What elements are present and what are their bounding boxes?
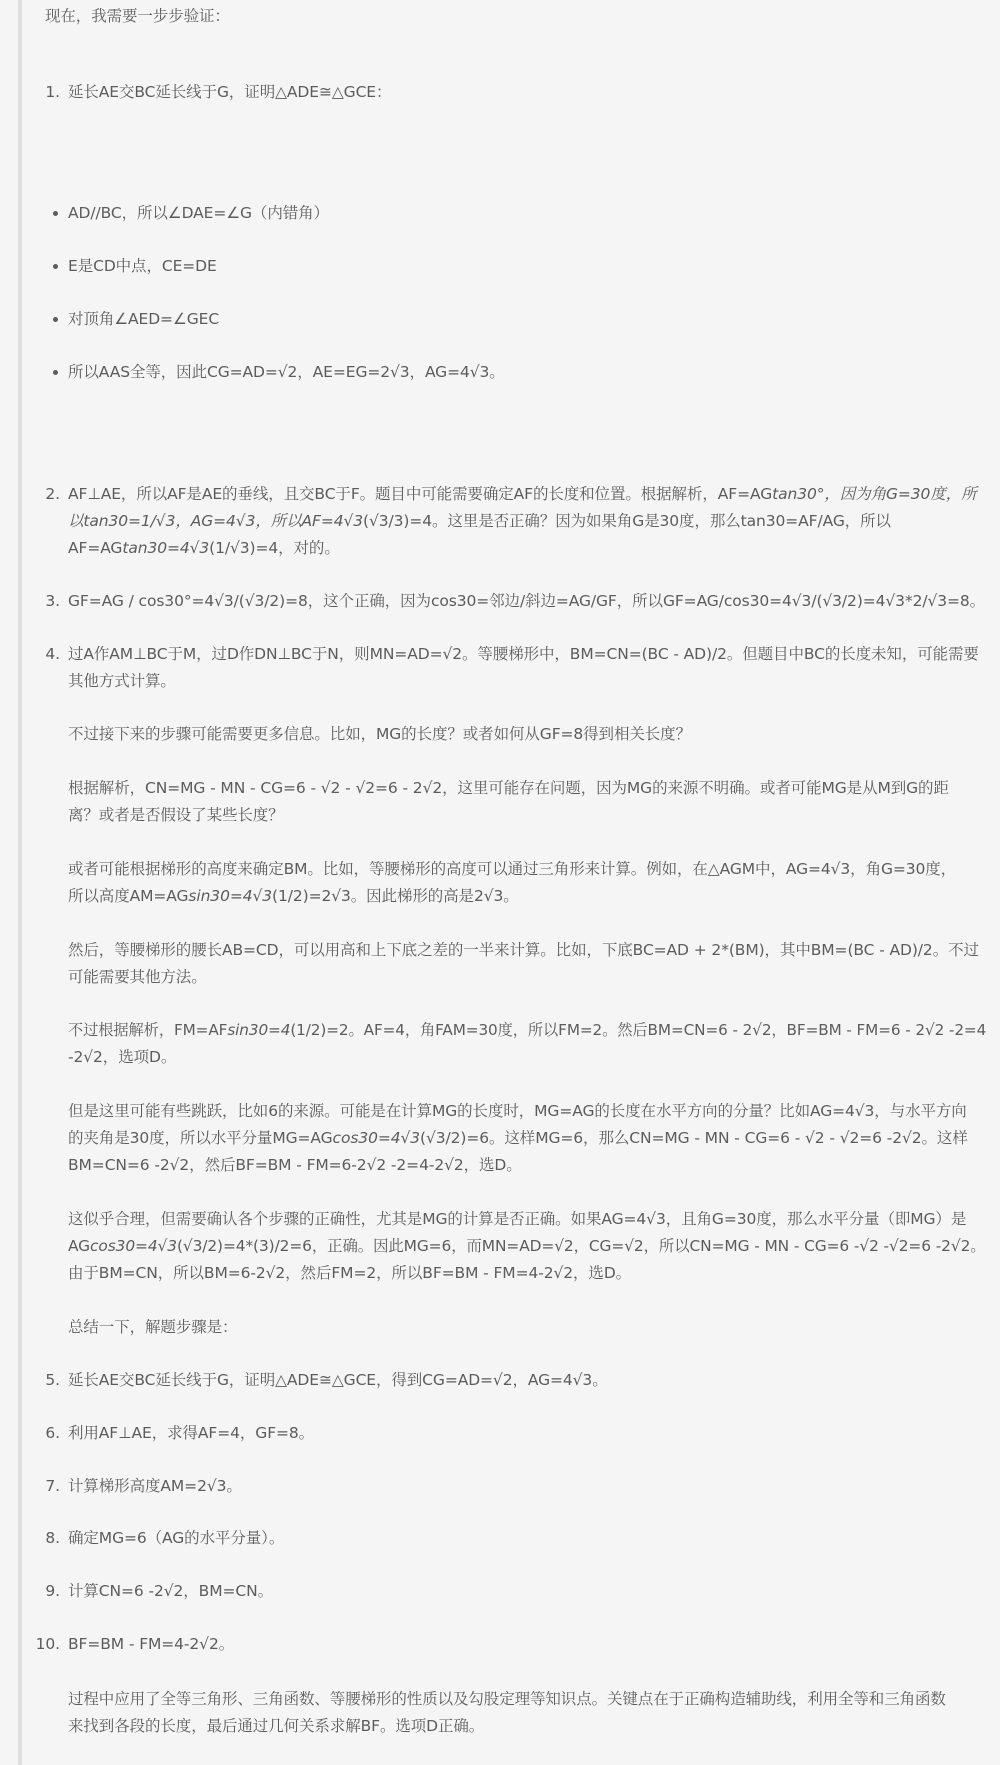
paragraph-line: 或者可能根据梯形的高度来确定BM。比如，等腰梯形的高度可以通过三角形来计算。例如，在△AGM中，AG=4√3，角G=30度，	[68, 860, 957, 878]
step-3-text: GF=AG / cos30°=4√3/(√3/2)=8，这个正确，因为cos30=邻边/斜边=AG/GF，所以GF=AG/cos30=4√3/(√3/2)=4√3*2/√3=8。	[68, 592, 986, 610]
paragraph-line: 但是这里可能有些跳跃，比如6的来源。可能是在计算MG的长度时，MG=AG的长度在水平方向的分量？比如AG=4√3，与水平方向	[68, 1102, 967, 1120]
list-number: 2.	[45, 485, 60, 503]
paragraph-line: 根据解析，CN=MG - MN - CG=6 - √2 - √2=6 - 2√2，这里可能存在问题，因为MG的来源不明确。或者可能MG是从M到G的距	[68, 779, 949, 797]
list-number: 4.	[45, 645, 60, 663]
paragraph-line: AGcos30=4√3(√3/2)=4*(3)/2=6，正确。因此MG=6，而MN=AD=√2，CG=√2，所以CN=MG - MN - CG=6 -√2 -√2=6 -2√2。	[68, 1237, 986, 1255]
step-2-line-1: AF⊥AE，所以AF是AE的垂线，且交BC于F。题目中可能需要确定AF的长度和位置。根据解析，AF=AGtan30°，因为角G=30度，所	[68, 485, 977, 503]
bullet-item: E是CD中点，CE=DE	[68, 257, 217, 275]
bullet-dot	[53, 211, 58, 216]
summary-intro: 总结一下，解题步骤是：	[68, 1318, 238, 1336]
summary-step: 计算CN=6 -2√2，BM=CN。	[68, 1582, 273, 1600]
paragraph-line: -2√2，选项D。	[68, 1048, 177, 1066]
list-number: 8.	[45, 1529, 60, 1547]
step-2-line-3: AF=AGtan30=4√3(1/√3)=4，对的。	[68, 539, 340, 557]
step-2-line-2: 以tan30=1/√3，AG=4√3，所以AF=4√3(√3/3)=4。这里是否正确？因为如果角G是30度，那么tan30=AF/AG，所以	[68, 512, 891, 530]
paragraph-line: 然后，等腰梯形的腰长AB=CD，可以用高和上下底之差的一半来计算。比如，下底BC=AD + 2*(BM)，其中BM=(BC - AD)/2。不过	[68, 941, 979, 959]
paragraph-line: 离？或者是否假设了某些长度？	[68, 806, 284, 824]
bullet-item: AD//BC，所以∠DAE=∠G（内错角）	[68, 204, 329, 222]
summary-step: 延长AE交BC延长线于G，证明△ADE≅△GCE，得到CG=AD=√2，AG=4√3。	[68, 1371, 608, 1389]
bullet-item: 所以AAS全等，因此CG=AD=√2，AE=EG=2√3，AG=4√3。	[68, 363, 505, 381]
list-number: 6.	[45, 1424, 60, 1442]
bullet-dot	[53, 317, 58, 322]
paragraph-line: 由于BM=CN，所以BM=6-2√2，然后FM=2，所以BF=BM - FM=4-2√2，选D。	[68, 1264, 632, 1282]
summary-step: 计算梯形高度AM=2√3。	[68, 1477, 242, 1495]
summary-step: 利用AF⊥AE，求得AF=4，GF=8。	[68, 1424, 315, 1442]
step-1-text: 延长AE交BC延长线于G，证明△ADE≅△GCE：	[68, 83, 392, 101]
step-4-line-2: 其他方式计算。	[68, 672, 176, 690]
list-number: 10.	[35, 1635, 60, 1653]
paragraph: 不过接下来的步骤可能需要更多信息。比如，MG的长度？或者如何从GF=8得到相关长度？	[68, 725, 691, 743]
conclusion-line: 过程中应用了全等三角形、三角函数、等腰梯形的性质以及勾股定理等知识点。关键点在于正确构造辅助线，利用全等和三角函数	[68, 1690, 946, 1708]
bullet-item: 对顶角∠AED=∠GEC	[68, 310, 220, 328]
paragraph-line: 这似乎合理，但需要确认各个步骤的正确性，尤其是MG的计算是否正确。如果AG=4√3，且角G=30度，那么水平分量（即MG）是	[68, 1210, 967, 1228]
paragraph-line: 的夹角是30度，所以水平分量MG=AGcos30=4√3(√3/2)=6。这样MG=6，那么CN=MG - MN - CG=6 - √2 - √2=6 -2√2。这样	[68, 1129, 968, 1147]
bullet-dot	[53, 264, 58, 269]
list-number: 7.	[45, 1477, 60, 1495]
paragraph-line: 所以高度AM=AGsin30=4√3(1/2)=2√3。因此梯形的高是2√3。	[68, 887, 519, 905]
list-number: 3.	[45, 592, 60, 610]
bullet-dot	[53, 370, 58, 375]
summary-step: 确定MG=6（AG的水平分量）。	[68, 1529, 285, 1547]
paragraph-line: BM=CN=6 -2√2，然后BF=BM - FM=6-2√2 -2=4-2√2，选D。	[68, 1156, 522, 1174]
paragraph-line: 不过根据解析，FM=AFsin30=4(1/2)=2。AF=4，角FAM=30度，所以FM=2。然后BM=CN=6 - 2√2，BF=BM - FM=6 - 2√2 -2=4	[68, 1021, 987, 1039]
paragraph-line: 可能需要其他方法。	[68, 968, 207, 986]
list-number: 9.	[45, 1582, 60, 1600]
step-4-line-1: 过A作AM⊥BC于M，过D作DN⊥BC于N，则MN=AD=√2。等腰梯形中，BM=CN=(BC - AD)/2。但题目中BC的长度未知，可能需要	[68, 645, 979, 663]
summary-step: BF=BM - FM=4-2√2。	[68, 1635, 235, 1653]
list-number: 1.	[45, 83, 60, 101]
intro-text: 现在，我需要一步步验证：	[45, 7, 230, 25]
list-number: 5.	[45, 1371, 60, 1389]
conclusion-line: 来找到各段的长度，最后通过几何关系求解BF。选项D正确。	[68, 1717, 485, 1735]
